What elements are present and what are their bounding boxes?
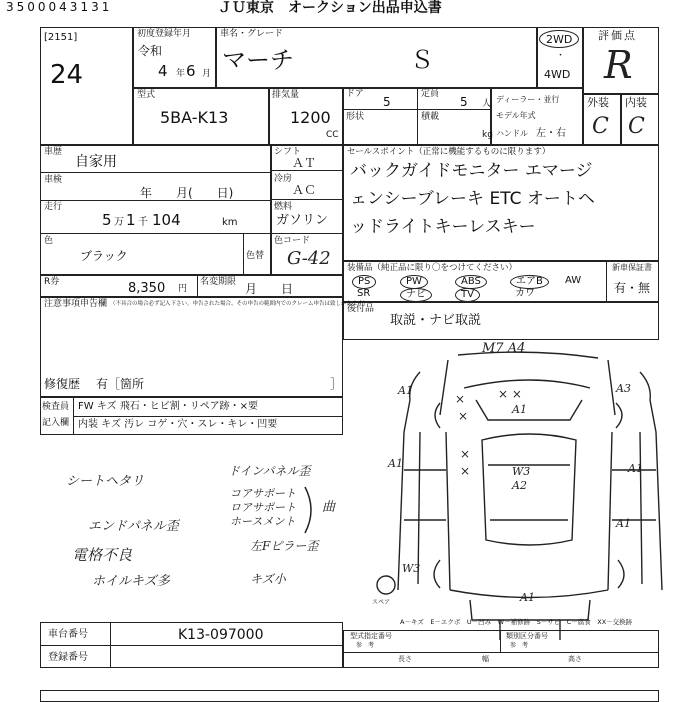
cc-unit: CC xyxy=(326,130,339,140)
color-code-label: 色コード xyxy=(274,236,311,246)
hw-end-panel: エンドパネル歪 xyxy=(88,519,179,534)
equipment-item-pw[interactable]: PW xyxy=(400,275,428,289)
lot-code: [2151] xyxy=(44,32,78,43)
registration-label: 初度登録年月 xyxy=(137,29,192,39)
capacity-label: 定員 xyxy=(421,89,440,99)
equipment-item-ナビ[interactable]: ナビ xyxy=(400,288,432,302)
exterior-label: 外装 xyxy=(587,96,609,109)
equipment-item-tv[interactable]: TV xyxy=(455,288,480,302)
recycle-amount: 8,350 xyxy=(128,281,166,296)
inspection-label: 車検 xyxy=(44,175,63,185)
height-label: 高さ xyxy=(568,655,582,663)
deadline-value: 月 日 xyxy=(245,282,294,296)
hw-wheel: ホイルキズ多 xyxy=(92,574,170,589)
interior-label: 内装 xyxy=(625,96,647,109)
mileage-sen: 1 xyxy=(126,211,136,229)
barcode-number: 3500043131 xyxy=(6,0,113,14)
equipment-item-aw[interactable]: AW xyxy=(565,275,582,286)
hw-mirror: 電格不良 xyxy=(72,546,133,564)
fuel-value: ガソリン xyxy=(276,213,329,228)
hw-lowersupport: ロアサポート xyxy=(230,501,296,514)
mileage-sen-unit: 千 xyxy=(138,217,148,228)
hw-seat: シートヘタリ xyxy=(66,474,145,489)
mileage-label: 走行 xyxy=(44,202,63,212)
color-value: ブラック xyxy=(80,249,128,263)
mark-x-left3: × xyxy=(460,447,471,461)
drive-2wd: 2WD xyxy=(546,33,573,46)
chassis-label: 車台番号 xyxy=(48,629,88,640)
checklist-label-1: 検査員 xyxy=(42,402,70,412)
lot-number: 24 xyxy=(50,60,84,90)
notes-hint: （不具合の場合必ず記入下さい。申告された場合、その申告の範囲内でのクレーム申告は致しかねます） xyxy=(110,301,369,307)
color-label: 色 xyxy=(44,236,54,246)
inspection-value: 年 月( 日) xyxy=(140,186,234,200)
registration-era: 令和 xyxy=(138,44,163,58)
mark-a1-door-right: A1 xyxy=(616,517,631,530)
car-name: マーチ xyxy=(222,46,294,74)
drive-separator: ・ xyxy=(556,51,566,61)
mark-a2-roof: A2 xyxy=(512,479,527,492)
afterfit-label: 後付品 xyxy=(347,304,375,314)
mileage-man-unit: 万 xyxy=(114,217,124,228)
repair-value: 有［箇所 xyxy=(96,377,145,391)
hw-coresupport: コアサポート xyxy=(230,487,296,500)
recycle-label: R券 xyxy=(44,277,60,287)
mark-a1-side-left: A1 xyxy=(388,457,403,470)
mark-x-left2: × xyxy=(458,409,469,423)
sales-point-line1: バックガイドモニター エマージ xyxy=(350,161,593,181)
bottom-strip xyxy=(40,690,659,702)
checklist-row-2: 内装 キズ 汚レ コゲ・穴・スレ・キレ・凹要 xyxy=(78,419,278,430)
mark-a1-side-right: A1 xyxy=(628,462,643,475)
model-code: 5BA-K13 xyxy=(160,108,229,127)
repair-label: 修復歴 xyxy=(44,377,81,391)
mark-a1-rear: A1 xyxy=(520,591,535,604)
hw-small-scratch: キズ小 xyxy=(250,572,286,586)
dealer-label: ディーラー・並行 xyxy=(496,95,560,104)
kg-unit: kg xyxy=(482,130,493,140)
model-label: 型式 xyxy=(137,90,156,100)
evaluation-score: R xyxy=(604,43,633,87)
checklist-row-1: FW キズ 飛石・ヒビ割・リペア跡・×要 xyxy=(78,401,258,412)
capacity-value: 5 xyxy=(460,95,468,109)
equipment-item-カワ[interactable]: カワ xyxy=(515,288,535,299)
checklist-label-2: 記入欄 xyxy=(42,418,70,428)
year-unit: 年 xyxy=(176,69,186,79)
mark-x-front: × × xyxy=(498,387,522,401)
designation-ref: 参 考 xyxy=(356,642,375,649)
drive-4wd: 4WD xyxy=(544,68,571,81)
chassis-number: K13-097000 xyxy=(178,627,264,643)
evaluation-label: 評価点 xyxy=(598,29,637,42)
color-code: G-42 xyxy=(287,248,331,269)
model-year-label: モデル年式 xyxy=(496,111,536,120)
registration-year: 4 xyxy=(158,62,168,80)
category-label: 類別区分番号 xyxy=(506,632,548,640)
usage-value: 自家用 xyxy=(75,154,117,170)
repair-close: ］ xyxy=(330,377,343,391)
equipment-item-エアb[interactable]: エアB xyxy=(510,275,549,289)
doors-label: ドア xyxy=(346,89,364,99)
load-label: 積載 xyxy=(421,112,440,122)
notes-label: 注意事項申告欄 xyxy=(44,299,108,309)
mileage-man: 5 xyxy=(102,211,112,229)
category-ref: 参 考 xyxy=(510,642,529,649)
diagram-top-label: M7 A4 xyxy=(482,341,526,356)
displacement-value: 1200 xyxy=(290,108,331,127)
registration-number-label: 登録番号 xyxy=(48,652,88,663)
hw-hoodridge: ホースメント xyxy=(230,515,296,528)
mark-x-left4: × xyxy=(460,464,471,478)
registration-month: 6 xyxy=(186,62,196,80)
mark-w3-roof: W3 xyxy=(512,465,531,478)
handle-label: ハンドル xyxy=(496,129,528,138)
recycle-yen: 円 xyxy=(178,284,188,294)
new-warranty-value: 有・無 xyxy=(614,281,651,295)
mark-a1-front: A1 xyxy=(512,403,527,416)
displacement-label: 排気量 xyxy=(272,90,300,100)
car-grade: Ｓ xyxy=(410,46,434,74)
shift-label: シフト xyxy=(274,147,302,157)
hw-bent: 曲 xyxy=(322,500,336,515)
fuel-label: 燃料 xyxy=(274,202,293,212)
equipment-item-ps[interactable]: PS xyxy=(352,275,376,289)
month-unit: 月 xyxy=(202,69,212,79)
damage-legend: A－キズ E－エクボ U－凹み W－補修跡 S－サビ C－腐食 XX－交換跡 xyxy=(400,618,633,626)
ac-value: ＡＣ xyxy=(292,183,317,197)
mileage-unit: km xyxy=(222,217,238,228)
afterfit-value: 取説・ナビ取説 xyxy=(390,313,482,328)
hw-inpanel: ドインパネル歪 xyxy=(228,464,311,478)
form-title: ＪＵ東京 オークション出品申込書 xyxy=(218,0,442,16)
mark-a1-front-left: A1 xyxy=(398,384,413,397)
shift-value: ＡＴ xyxy=(292,156,317,170)
model-designation-label: 型式指定番号 xyxy=(350,632,392,640)
equipment-item-sr[interactable]: SR xyxy=(357,288,371,299)
mark-w3-rear-left: W3 xyxy=(402,562,421,575)
mark-a3-front-right: A3 xyxy=(616,382,631,395)
hw-pillar: 左Fピラー歪 xyxy=(250,539,319,553)
sales-point-line2: ェンシーブレーキ ETC オートヘ xyxy=(350,189,595,209)
sales-point-label: セールスポイント（正常に機能するものに限ります） xyxy=(347,147,551,157)
equipment-label: 装備品（純正品に限り〇をつけてください） xyxy=(347,263,518,273)
color-change-label: 色替 xyxy=(246,251,265,261)
mark-x-left1: × xyxy=(455,392,466,406)
new-warranty-label: 新車保証書 xyxy=(612,263,652,272)
car-name-label: 車名・グレード xyxy=(220,29,284,39)
person-unit: 人 xyxy=(482,99,492,109)
length-label: 長さ xyxy=(398,655,412,663)
sales-point-line3: ッドライトキーレスキー xyxy=(350,217,536,237)
equipment-item-abs[interactable]: ABS xyxy=(455,275,487,289)
usage-label: 車歴 xyxy=(44,147,63,157)
shape-label: 形状 xyxy=(346,112,365,122)
interior-score: C xyxy=(628,114,645,139)
doors-value: 5 xyxy=(383,95,391,109)
deadline-label: 名変期限 xyxy=(200,277,237,287)
width-label: 幅 xyxy=(482,655,489,663)
ac-label: 冷房 xyxy=(274,174,293,184)
spare-label: スペア xyxy=(372,599,391,606)
mileage-rest: 104 xyxy=(152,211,181,229)
handle-value: 左・右 xyxy=(536,128,566,139)
exterior-score: C xyxy=(592,114,609,139)
